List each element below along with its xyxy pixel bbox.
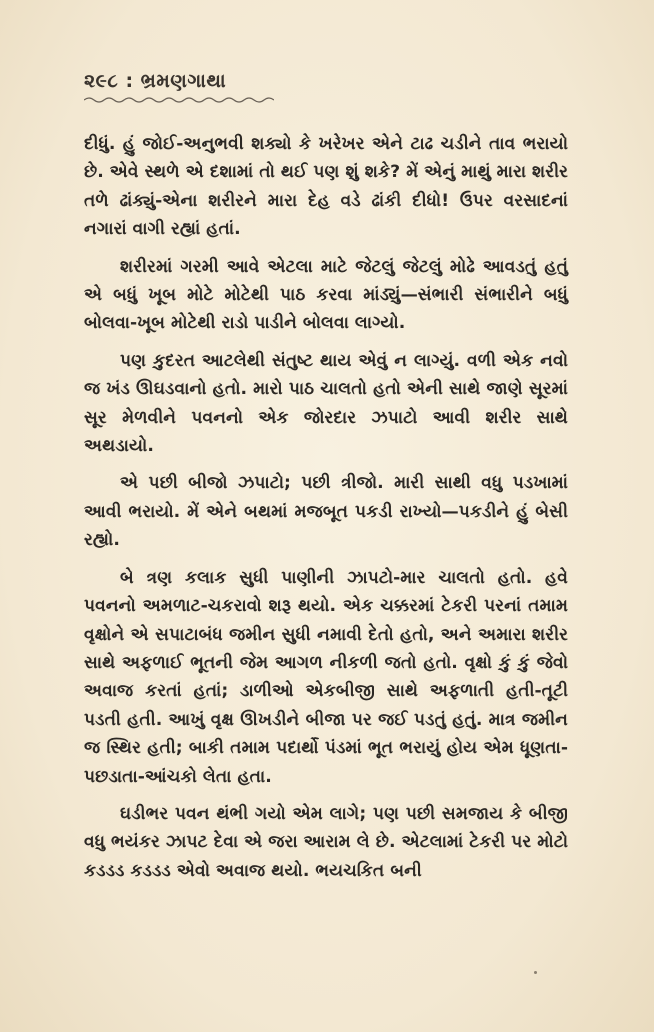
header-underline (84, 96, 274, 104)
page-speck (534, 971, 537, 974)
paragraph: શરીરમાં ગરમી આવે એટલા માટે જેટલું જેટલું મોઢે આવડતું હતું એ બધું ખૂબ મોટે મોટેથી પાઠ કરવા માંડ્યું—સંભારી સંભારીને બધું બોલવા-ખૂબ મોટેથી રાડો પાડીને બોલવા લાગ્યો. (84, 256, 568, 334)
paragraph: બે ત્રણ કલાક સુધી પાણીની ઝાપટો-માર ચાલતો હતો. હવે પવનનો અમળાટ-ચકરાવો શરૂ થયો. એક ચક્કરમાં ટેકરી પરનાં તમામ વૃક્ષોને એ સપાટાબંધ જમીન સુધી નમાવી દેતો હતો, અને અમારા શરીર સાથે અફળાઈ ભૂતની જેમ આગળ નીકળી જતો હતો. વૃક્ષો કું કું જેવો અવાજ કરતાં હતાં; ડાળીઓ એકબીજી સાથે અફળાતી હતી-તૂટી પડતી હતી. આખું વૃક્ષ ઊખડીને બીજા પર જઈ પડતું હતું. માત્ર જમીન જ સ્થિર હતી; બાકી તમામ પદાર્થો પંડમાં ભૂત ભરાયું હોય એમ ધૂણતા-પછડાતા-આંચકો લેતા હતા. (84, 567, 568, 787)
paragraph: ઘડીભર પવન થંભી ગયો એમ લાગે; પણ પછી સમજાય કે બીજી વધુ ભયંકર ઝાપટ દેવા એ જરા આરામ લે છે. એટલામાં ટેકરી પર મોટો કડડડ કડડડ એવો અવાજ થયો. ભયચકિત બની (84, 803, 568, 881)
paragraph: એ પછી બીજો ઝપાટો; પછી ત્રીજો. મારી સાથી વધુ પડખામાં આવી ભરાયો. મેં એને બથમાં મજબૂત પકડી રાખ્યો—પકડીને હું બેસી રહ્યો. (84, 473, 568, 551)
paragraph: પણ કુદરત આટલેથી સંતુષ્ટ થાય એવું ન લાગ્યું. વળી એક નવો જ ખંડ ઊઘડવાનો હતો. મારો પાઠ ચાલતો હતો એની સાથે જાણે સૂરમાં સૂર મેળવીને પવનનો એક જોરદાર ઝપાટો આવી શરીર સાથે અથડાયો. (84, 350, 568, 457)
running-header: ૨૯૮ : ભ્રમણગાથા (84, 70, 227, 92)
page-body (84, 130, 568, 894)
paragraph: દીધું. હું જોઈ-અનુભવી શક્યો કે ખરેખર એને ટાઢ ચડીને તાવ ભરાયો છે. એવે સ્થળે એ દશામાં તો થઈ પણ શું શકે? મેં એનું માથું મારા શરીર તળે ઢાંક્યું-એના શરીરને મારા દેહ વડે ઢાંકી દીધો! ઉપર વરસાદનાં નગારાં વાગી રહ્યાં હતાં. (84, 134, 568, 240)
